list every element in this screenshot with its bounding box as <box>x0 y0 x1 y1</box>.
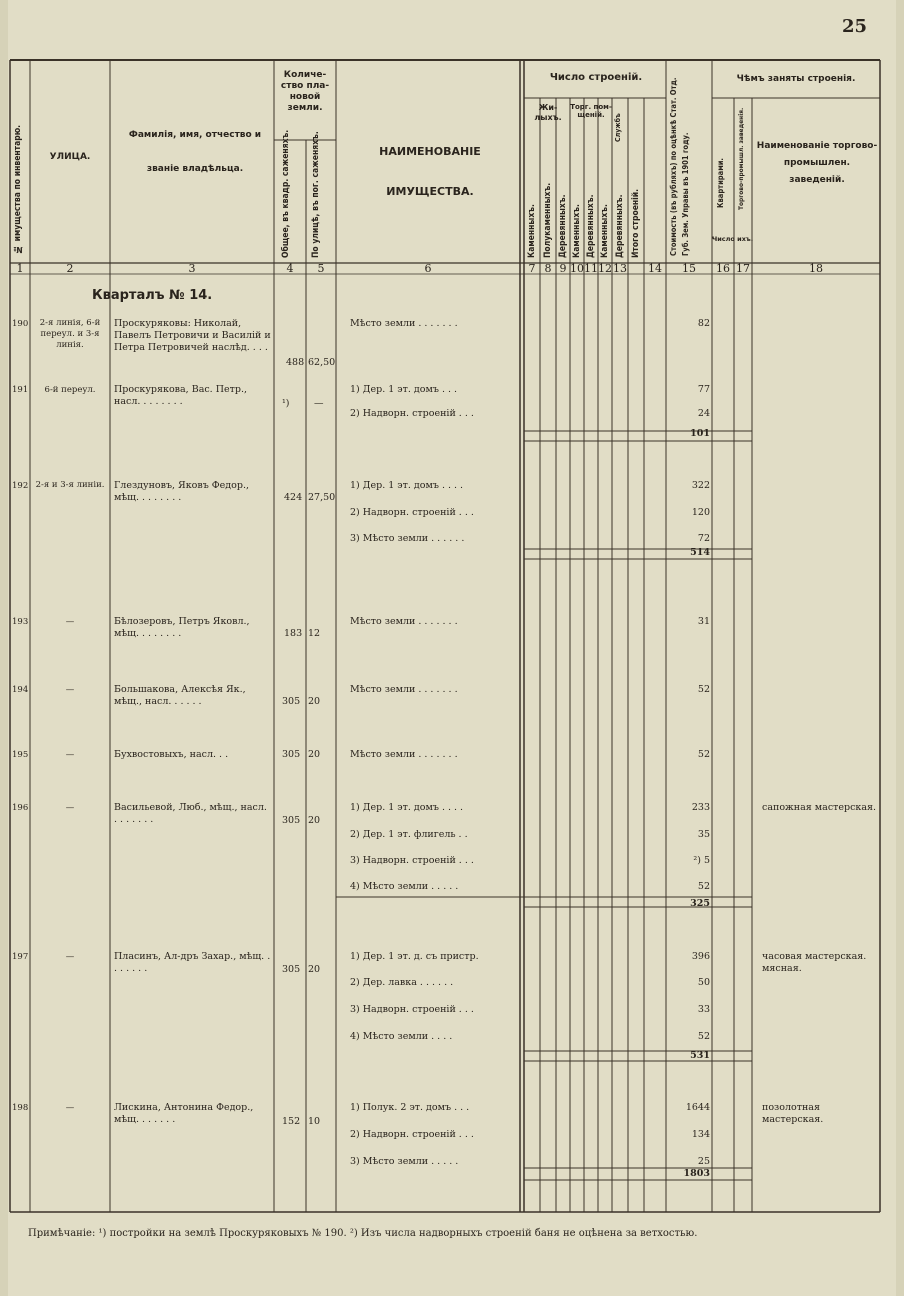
col-num: 12 <box>598 262 612 275</box>
row-land: 305 <box>282 696 301 707</box>
col-num: 15 <box>682 262 696 275</box>
row-land: 20 <box>308 815 321 826</box>
col-num: 8 <box>544 262 552 275</box>
col-sub-wood-1: Деревянныхъ. <box>558 194 568 258</box>
row-land: 20 <box>308 696 321 707</box>
col-header-buildings: Число строеній. <box>549 72 643 83</box>
col-num: 14 <box>648 262 662 275</box>
item: 2) Надворн. строеній . . . <box>350 507 474 518</box>
item-value: 50 <box>697 977 710 988</box>
row-owner: Проскуряковы: Николай, Павелъ Петровичи и Василій и Петра Петровичей наслѣд. . . . <box>114 318 271 353</box>
col-num: 9 <box>559 262 567 275</box>
item: 1) Дер. 1 эт. д. съ пристр. <box>350 951 479 962</box>
row-land: 305 <box>282 749 301 760</box>
row-owner: Большакова, Алексѣя Як., мѣщ., насл. . . . . . <box>114 684 246 707</box>
row-land: 10 <box>308 1116 321 1127</box>
item: 3) Надворн. строеній . . . <box>350 855 474 866</box>
col-sub-wood-2: Деревянныхъ. <box>586 194 596 258</box>
row-establishment: сапожная мастерская. <box>762 802 877 813</box>
col-num: 13 <box>613 262 627 275</box>
col-num: 2 <box>66 262 74 275</box>
row-land: ¹) <box>282 398 290 409</box>
item: 1) Дер. 1 эт. домъ . . . . <box>350 480 464 491</box>
item-value: 52 <box>697 684 710 695</box>
row-num: 198 <box>12 1103 29 1113</box>
item-value: 72 <box>697 533 710 544</box>
item-value: ²) 5 <box>693 855 710 866</box>
row-establishment: позолотная мастерская. <box>762 1102 824 1125</box>
row-street: 6-й переул. <box>44 385 96 395</box>
item-value: 24 <box>697 408 710 419</box>
col-sub-total: Итого строеній. <box>631 188 641 258</box>
row-street: — <box>65 685 75 695</box>
item-value: 322 <box>691 480 710 491</box>
row-owner: Глездуновъ, Яковъ Федор., мѣщ. . . . . . . . <box>114 480 249 503</box>
col-header-establishments: Наименованіе торгово-промышлен. заведеній. <box>756 141 878 185</box>
col-header-trade-inst: Торгово-промышл. заведенія. <box>737 107 745 210</box>
col-header-land-total: Общее, въ квадр. саженяхъ. <box>281 129 291 258</box>
col-num: 17 <box>736 262 750 275</box>
row-establishment: часовая мастерская. мясная. <box>762 951 867 974</box>
item-value: 31 <box>697 616 710 627</box>
item-value: 82 <box>697 318 710 329</box>
row-owner: Проскурякова, Вас. Петр., насл. . . . . . . . <box>114 384 248 407</box>
quarter-title: Кварталъ № 14. <box>92 288 213 303</box>
row-street: 2-я линія, 6-й переул. и 3-я линія. <box>39 318 101 350</box>
col-header-inventory: № имущества по инвентарю. <box>13 124 23 254</box>
item-value: 52 <box>697 1031 710 1042</box>
row-land: 20 <box>308 749 321 760</box>
item: 2) Дер. лавка . . . . . . <box>350 977 454 988</box>
item-value: 52 <box>697 749 710 760</box>
col-num: 16 <box>716 262 730 275</box>
item-value: 396 <box>691 951 710 962</box>
item: 3) Надворн. строеній . . . <box>350 1004 474 1015</box>
col-sub-stone-1: Каменныхъ. <box>527 204 537 258</box>
row-num: 197 <box>12 952 29 962</box>
item: 3) Мѣсто земли . . . . . <box>350 1156 459 1167</box>
col-header-property: НАИМЕНОВАНІЕ ИМУЩЕСТВА. <box>379 145 481 198</box>
col-header-service: Службъ <box>614 113 622 142</box>
col-num: 6 <box>424 262 432 275</box>
row-num: 192 <box>12 481 29 491</box>
row-land: 488 <box>286 357 305 368</box>
row-land: 62,50 <box>308 357 336 368</box>
footnote: Примѣчаніе: ¹) постройки на землѣ Проскуряковыхъ № 190. ²) Изъ числа надворныхъ строеній баня не оцѣнена за ветхостью. <box>28 1228 698 1239</box>
col-sub-stone-3: Каменныхъ. <box>600 204 610 258</box>
col-header-occupied: Чѣмъ заняты строенія. <box>736 74 856 84</box>
item-value: 33 <box>697 1004 710 1015</box>
item-value: 35 <box>697 829 710 840</box>
item-value: 77 <box>697 384 710 395</box>
col-header-street: УЛИЦА. <box>49 152 91 162</box>
row-total: 514 <box>690 547 710 558</box>
item: 1) Дер. 1 эт. домъ . . . <box>350 384 458 395</box>
item: 2) Надворн. строеній . . . <box>350 1129 474 1140</box>
item: 1) Дер. 1 эт. домъ . . . . <box>350 802 464 813</box>
row-owner: Васильевой, Люб., мѣщ., насл. . . . . . . . <box>114 802 267 825</box>
row-owner: Пласинъ, Ал-дръ Захар., мѣщ. . . . . . . . <box>114 951 271 974</box>
col-sub-stone-2: Каменныхъ. <box>572 204 582 258</box>
row-land: 20 <box>308 964 321 975</box>
item: 4) Мѣсто земли . . . . <box>350 1031 453 1042</box>
col-num: 3 <box>188 262 196 275</box>
col-header-trade: Торг. пом-щеній. <box>570 103 612 119</box>
item: 1) Полук. 2 эт. домъ . . . <box>350 1102 470 1113</box>
item: 3) Мѣсто земли . . . . . . <box>350 533 465 544</box>
item-value: 120 <box>691 507 710 518</box>
row-street: — <box>65 750 75 760</box>
item: Мѣсто земли . . . . . . . <box>350 616 458 627</box>
col-header-land-street: По улицѣ, въ пог. саженяхъ. <box>311 131 321 258</box>
col-header-apartments: Квартирами. <box>716 158 725 208</box>
item-value: 233 <box>691 802 710 813</box>
item-value: 1644 <box>685 1102 710 1113</box>
row-num: 193 <box>12 617 29 627</box>
row-street: 2-я и 3-я линіи. <box>35 480 105 490</box>
row-total: 325 <box>690 898 710 909</box>
col-header-owner: Фамилія, имя, отчество и званіе владѣльца. <box>128 130 262 174</box>
item-value: 25 <box>697 1156 710 1167</box>
item: Мѣсто земли . . . . . . . <box>350 749 458 760</box>
row-street: — <box>65 1103 75 1113</box>
row-land: 305 <box>282 815 301 826</box>
row-land: 305 <box>282 964 301 975</box>
row-land: 27,50 <box>308 492 336 503</box>
page-number: 25 <box>842 16 868 37</box>
col-header-land: Количе-ство пла-новой земли. <box>280 70 330 113</box>
row-total: 531 <box>690 1050 710 1061</box>
row-num: 194 <box>12 685 29 695</box>
row-owner: Лискина, Антонина Федор., мѣщ. . . . . . . <box>114 1102 254 1125</box>
row-street: — <box>65 617 75 627</box>
col-sub-wood-3: Деревянныхъ. <box>615 194 625 258</box>
col-header-value: Стоимость (въ рубляхъ) по оцѣнкѣ Стат. Отд. Губ. Зем. Управы въ 1901 году. <box>669 77 690 256</box>
col-num: 5 <box>317 262 325 275</box>
row-street: — <box>65 952 75 962</box>
item-value: 134 <box>691 1129 710 1140</box>
col-num: 7 <box>528 262 536 275</box>
row-owner: Бухвостовыхъ, насл. . . <box>114 749 229 760</box>
col-num: 11 <box>584 262 598 275</box>
col-num: 4 <box>286 262 294 275</box>
row-num: 191 <box>12 385 29 395</box>
row-land: 183 <box>284 628 303 639</box>
item: 2) Надворн. строеній . . . <box>350 408 474 419</box>
col-num: 10 <box>570 262 584 275</box>
col-sub-semistone: Полукаменныхъ. <box>543 182 553 258</box>
item: Мѣсто земли . . . . . . . <box>350 684 458 695</box>
row-street: — <box>65 803 75 813</box>
col-header-residential: Жи-лыхъ. <box>534 103 562 122</box>
row-num: 195 <box>12 750 29 760</box>
row-land: 12 <box>308 628 321 639</box>
item: Мѣсто земли . . . . . . . <box>350 318 458 329</box>
row-land: — <box>314 398 324 409</box>
row-total: 1803 <box>683 1168 710 1179</box>
row-land: 424 <box>284 492 303 503</box>
row-land: 152 <box>282 1116 301 1127</box>
item: 2) Дер. 1 эт. флигель . . <box>350 829 468 840</box>
item: 4) Мѣсто земли . . . . . <box>350 881 459 892</box>
row-owner: Бѣлозеровъ, Петръ Яковл., мѣщ. . . . . . . . <box>114 616 250 639</box>
item-value: 52 <box>697 881 710 892</box>
row-total: 101 <box>690 428 710 439</box>
row-num: 190 <box>12 319 29 329</box>
col-num: 18 <box>809 262 823 275</box>
col-header-count: Число ихъ. <box>712 235 754 243</box>
row-num: 196 <box>12 803 29 813</box>
col-num: 1 <box>16 262 24 275</box>
